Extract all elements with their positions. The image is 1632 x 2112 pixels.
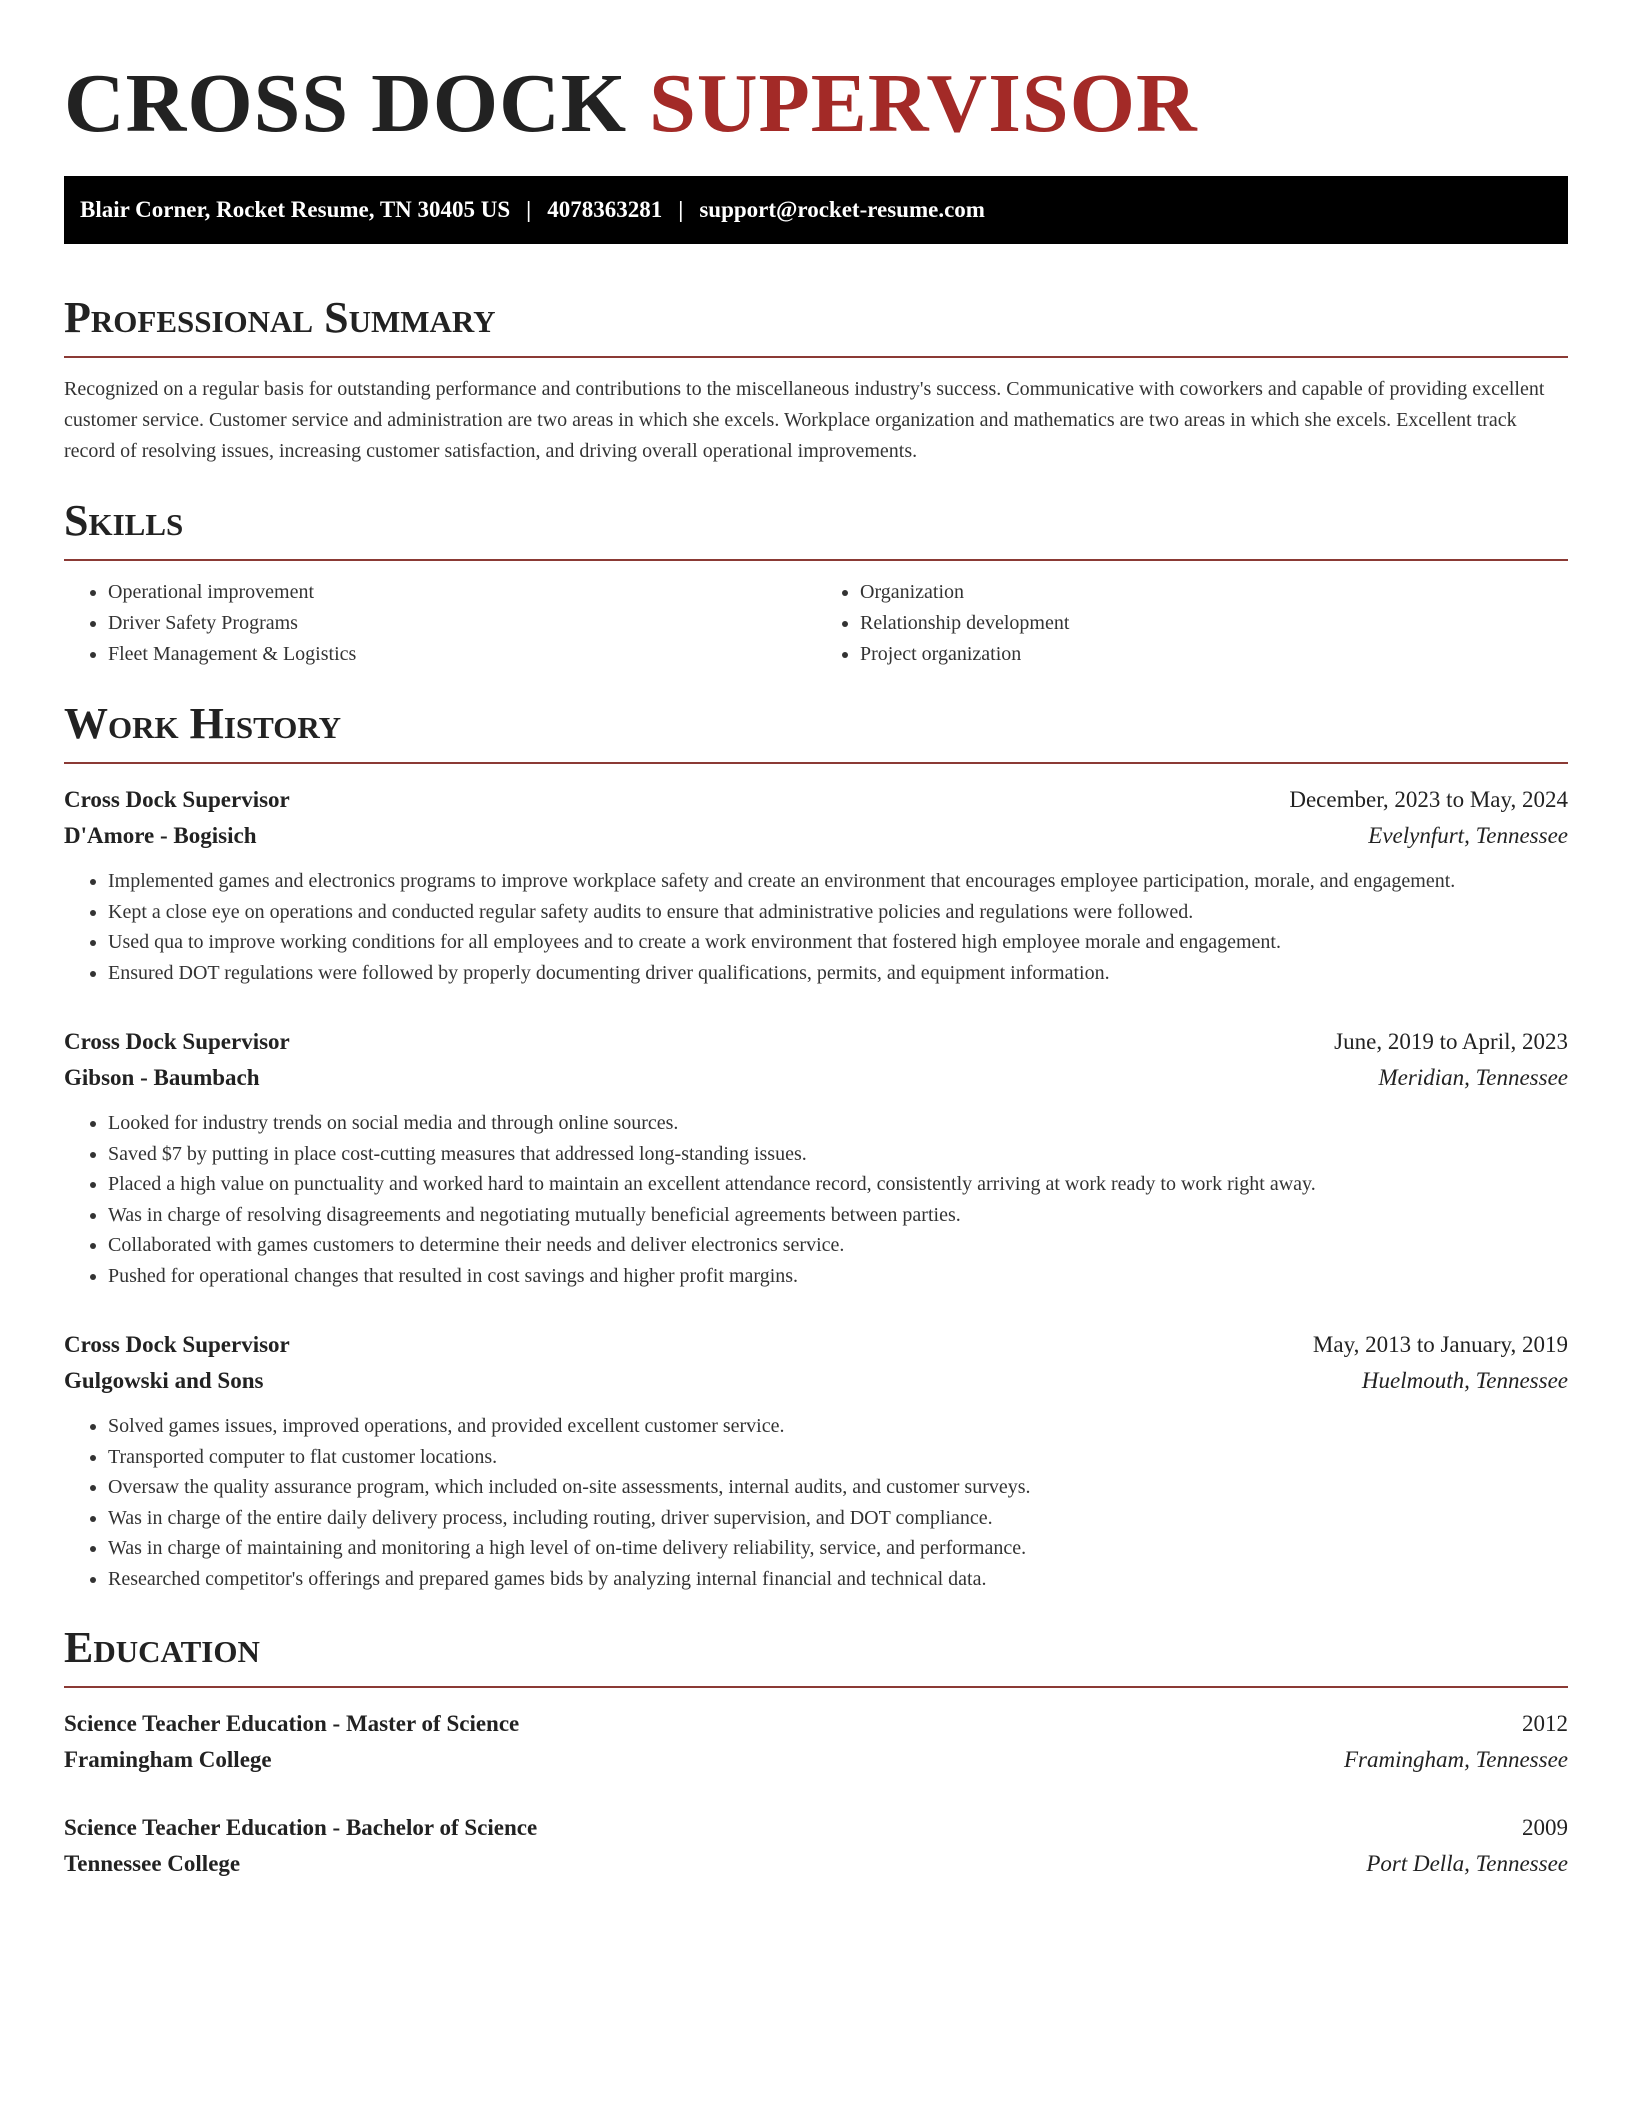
job-bullet: • Ensured DOT regulations were followed by properly documenting driver qualifications, permits, and equipment information. [108,958,1568,989]
work-history-heading: Work History [64,699,342,748]
skills-grid [64,577,1568,670]
job-company-row [64,1363,1568,1399]
job-bullets [64,1411,1568,1594]
skill-item: • Project organization [860,639,1568,670]
education-school: Tennessee College [64,1851,241,1876]
section-divider [64,1686,1568,1688]
job-title: Cross Dock Supervisor [64,787,290,812]
education-section [64,1622,1568,1882]
education-school-row [64,1742,1568,1778]
job-bullet: • Was in charge of resolving disagreements and negotiating mutually beneficial agreements between parties. [108,1200,1568,1231]
skills-section [64,495,1568,670]
education-year: 2009 [1522,1815,1568,1840]
section-divider [64,762,1568,764]
job-bullet: • Kept a close eye on operations and conducted regular safety audits to ensure that administrative policies and regulations were followed. [108,897,1568,928]
job-location: Evelynfurt, Tennessee [1368,823,1568,848]
contact-separator: | [678,197,684,222]
job-title: Cross Dock Supervisor [64,1029,290,1054]
job-bullet: • Transported computer to flat customer locations. [108,1442,1568,1473]
summary-section [64,292,1568,467]
job-company-row [64,818,1568,854]
section-divider [64,559,1568,561]
job-location: Huelmouth, Tennessee [1361,1368,1568,1393]
summary-text: Recognized on a regular basis for outstanding performance and contributions to the miscellaneous industry's success. Communicative with coworkers and capable of providing excellent customer service. Customer service and administration are two areas in which she excels. Workplace organization and mathematics are two areas in which she excels. Excellent track record of resolving issues, increasing customer satisfaction, and driving overall operational improvements. [64,378,1545,462]
job-bullets [64,866,1568,988]
education-location: Port Della, Tennessee [1366,1851,1568,1876]
contact-phone: 4078363281 [547,197,663,222]
job-company-row [64,1060,1568,1096]
job-dates: June, 2019 to April, 2023 [1334,1029,1568,1054]
education-degree: Science Teacher Education - Master of Science [64,1711,520,1736]
job-bullet: • Collaborated with games customers to determine their needs and deliver electronics service. [108,1230,1568,1261]
contact-address: Blair Corner, Rocket Resume, TN 30405 US [80,197,511,222]
contact-email: support@rocket-resume.com [699,197,985,222]
skill-item: • Fleet Management & Logistics [108,639,816,670]
job-header-row [64,1327,1568,1363]
job-entry [64,1327,1568,1594]
skill-item: • Relationship development [860,608,1568,639]
job-company: D'Amore - Bogisich [64,823,257,848]
education-heading: Education [64,1623,260,1672]
education-school: Framingham College [64,1747,272,1772]
job-entry [64,1024,1568,1291]
education-year: 2012 [1522,1711,1568,1736]
contact-separator: | [526,197,532,222]
job-header-row [64,782,1568,818]
job-dates: May, 2013 to January, 2019 [1312,1332,1568,1357]
education-entry [64,1706,1568,1778]
job-bullet: • Researched competitor's offerings and prepared games bids by analyzing internal financial and technical data. [108,1564,1568,1595]
job-bullet: • Pushed for operational changes that resulted in cost savings and higher profit margins. [108,1261,1568,1292]
education-header-row [64,1706,1568,1742]
skill-item: • Driver Safety Programs [108,608,816,639]
job-company: Gulgowski and Sons [64,1368,264,1393]
job-bullet: • Was in charge of the entire daily delivery process, including routing, driver supervision, and DOT compliance. [108,1503,1568,1534]
education-location: Framingham, Tennessee [1343,1747,1568,1772]
job-header-row [64,1024,1568,1060]
job-bullet: • Solved games issues, improved operations, and provided excellent customer service. [108,1411,1568,1442]
section-divider [64,356,1568,358]
education-school-row [64,1846,1568,1882]
job-dates: December, 2023 to May, 2024 [1289,787,1568,812]
education-entry [64,1810,1568,1882]
job-bullet: • Looked for industry trends on social media and through online sources. [108,1108,1568,1139]
job-entry [64,782,1568,988]
skills-column-left [64,577,816,670]
job-bullets [64,1108,1568,1291]
title-first-part: CROSS DOCK [64,57,628,150]
skill-item: • Operational improvement [108,577,816,608]
job-bullet: • Was in charge of maintaining and monitoring a high level of on-time delivery reliability, service, and performance. [108,1533,1568,1564]
job-title: Cross Dock Supervisor [64,1332,290,1357]
skills-heading: Skills [64,496,184,545]
summary-heading: Professional Summary [64,293,496,342]
work-history-section [64,698,1568,1594]
job-bullet: • Oversaw the quality assurance program, which included on-site assessments, internal audits, and customer surveys. [108,1472,1568,1503]
skills-column-right [816,577,1568,670]
job-location: Meridian, Tennessee [1378,1065,1568,1090]
job-bullet: • Saved $7 by putting in place cost-cutting measures that addressed long-standing issues. [108,1139,1568,1170]
education-degree: Science Teacher Education - Bachelor of Science [64,1815,538,1840]
contact-bar [64,176,1568,244]
job-bullet: • Implemented games and electronics programs to improve workplace safety and create an environment that encourages employee participation, morale, and engagement. [108,866,1568,897]
skill-item: • Organization [860,577,1568,608]
job-bullet: • Used qua to improve working conditions for all employees and to create a work environment that fostered high employee morale and engagement. [108,927,1568,958]
education-header-row [64,1810,1568,1846]
job-company: Gibson - Baumbach [64,1065,260,1090]
title-accent-part: SUPERVISOR [649,57,1198,150]
job-bullet: • Placed a high value on punctuality and worked hard to maintain an excellent attendance record, consistently arriving at work ready to work right away. [108,1169,1568,1200]
resume-title [64,56,1568,152]
